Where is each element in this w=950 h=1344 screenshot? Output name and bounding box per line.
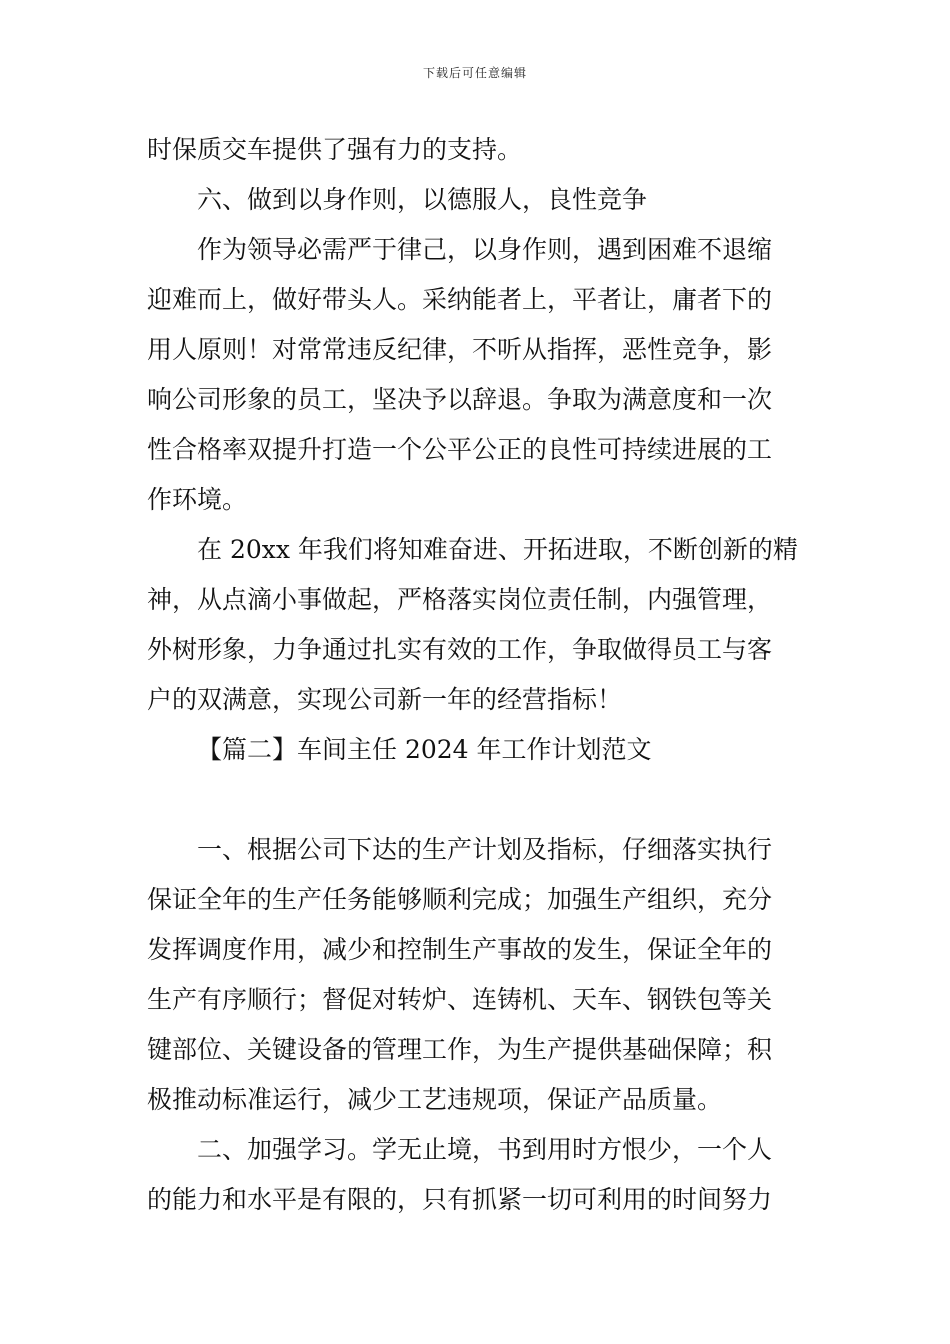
body-line: 在 20xx 年我们将知难奋进、开拓进取，不断创新的精 [197, 535, 798, 564]
body-line: 神，从点滴小事做起，严格落实岗位责任制，内强管理， [147, 585, 773, 614]
body-line: 生产有序顺行；督促对转炉、连铸机、天车、钢铁包等关 [147, 985, 773, 1014]
body-line: 的能力和水平是有限的，只有抓紧一切可利用的时间努力 [147, 1185, 773, 1214]
body-line: 户的双满意，实现公司新一年的经营指标！ [147, 685, 623, 714]
body-line: 性合格率双提升打造一个公平公正的良性可持续进展的工 [147, 435, 773, 464]
body-line: 用人原则！对常常违反纪律，不听从指挥，恶性竞争，影 [147, 335, 773, 364]
body-line: 一、根据公司下达的生产计划及指标，仔细落实执行 [197, 835, 773, 864]
body-line: 响公司形象的员工，坚决予以辞退。争取为满意度和一次 [147, 385, 773, 414]
body-line: 作为领导必需严于律己，以身作则，遇到困难不退缩 [197, 235, 773, 264]
body-line: 发挥调度作用，减少和控制生产事故的发生，保证全年的 [147, 935, 773, 964]
blank-line [147, 775, 807, 825]
body-line: 作环境。 [147, 485, 248, 514]
body-line: 保证全年的生产任务能够顺利完成；加强生产组织，充分 [147, 885, 773, 914]
body-line: 极推动标准运行，减少工艺违规项，保证产品质量。 [147, 1085, 723, 1114]
body-line: 外树形象，力争通过扎实有效的工作，争取做得员工与客 [147, 635, 773, 664]
page-header: 下载后可任意编辑 [422, 66, 527, 80]
article-title: 【篇二】车间主任 2024 年工作计划范文 [197, 735, 652, 764]
document-body [147, 125, 807, 1225]
body-line: 键部位、关键设备的管理工作，为生产提供基础保障；积 [147, 1035, 773, 1064]
body-line: 迎难而上，做好带头人。采纳能者上，平者让，庸者下的 [147, 285, 773, 314]
body-line: 二、加强学习。学无止境，书到用时方恨少，一个人 [197, 1135, 773, 1164]
body-line: 时保质交车提供了强有力的支持。 [147, 135, 523, 164]
section-heading: 六、做到以身作则，以德服人，良性竞争 [197, 185, 648, 214]
